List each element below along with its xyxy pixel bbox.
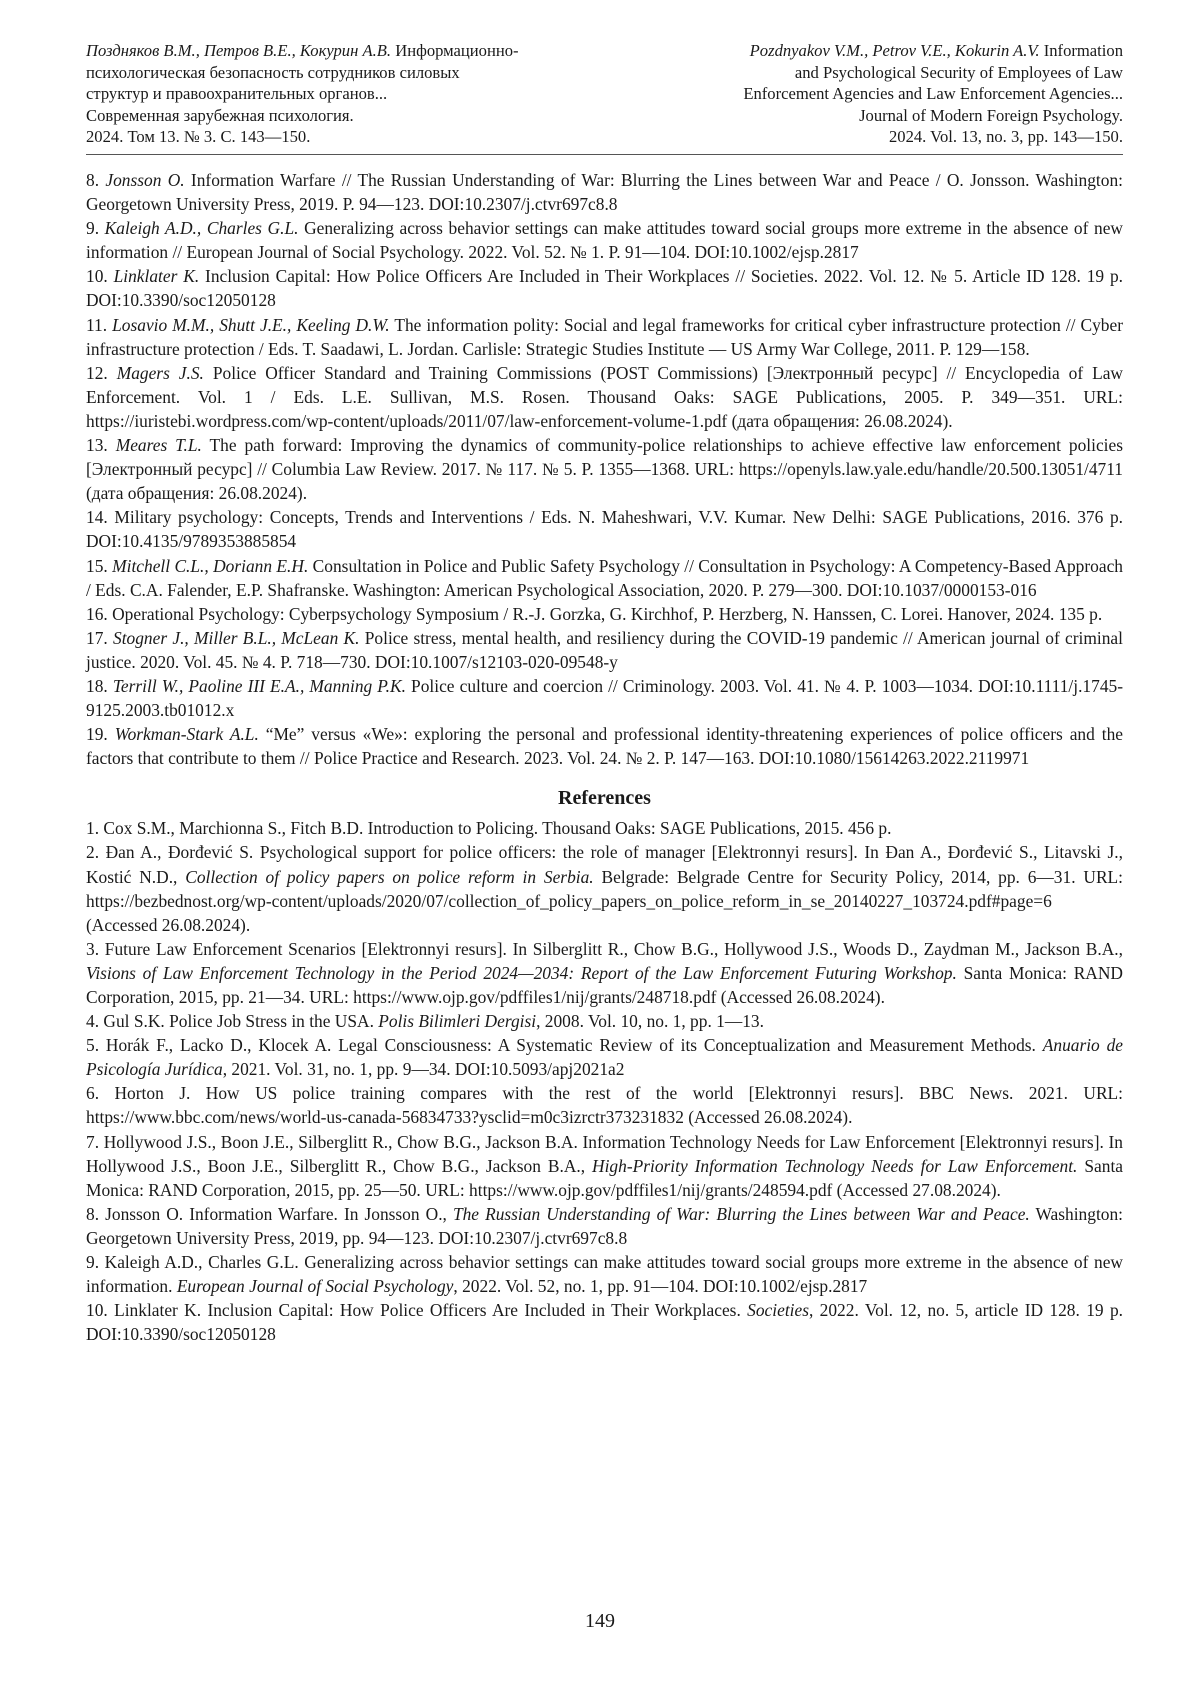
reference-text: Inclusion Capital: How Police Officers Are Included in Their Workplaces // Societies. 2022. Vol. 12. № 5. Article ID 128. 19 p. DOI:10.3390/soc12050128 [86,266,1123,311]
reference-text-end: , 2022. Vol. 12, no. 5, article ID 128. 19 p. DOI:10.3390/soc12050128 [86,1300,1123,1345]
reference-item [86,1009,1123,1033]
reference-text-end: Santa Monica: RAND Corporation, 2015, pp. 21—34. URL: https://www.ojp.gov/pdffiles1/nij/grants/248718.pdf (Accessed 26.08.2024). [86,962,1123,1007]
reference-text: Horton J. How US police training compares with the rest of the world [Elektronnyi resurs]. BBC News. 2021. URL: https://www.bbc.com/news/world-us-canada-56834733?ysclid=m0c3izrctr373231832 (Accessed 26.08.2024). [86,1083,1123,1128]
reference-item [86,602,1123,626]
reference-text: Military psychology: Concepts, Trends and Interventions / Eds. N. Maheshwari, V.V. Kumar. New Delhi: SAGE Publications, 2016. 376 p. DOI:10.4135/9789353885854 [86,507,1123,552]
reference-item [86,433,1123,505]
reference-number: 17. [86,627,108,648]
reference-number: 18. [86,675,108,696]
header-right-line: and Psychological Security of Employees of Law [794,62,1123,82]
reference-text: Police stress, mental health, and resiliency during the COVID-19 pandemic // American journal of criminal justice. 2020. Vol. 45. № 4. P. 718—730. DOI:10.1007/s12103-020-09548-y [86,627,1123,672]
header-right-authors: Pozdnyakov V.M., Petrov V.E., Kokurin A.V. [749,41,1040,60]
reference-authors: Losavio M.M., Shutt J.E., Keeling D.W. [112,314,390,335]
reference-authors: Linklater K. [113,266,200,287]
reference-list-english [86,816,1123,1346]
reference-item [86,361,1123,433]
reference-item [86,937,1123,1009]
reference-authors: Workman-Stark A.L. [114,724,259,745]
header-left-line: психологическая безопасность сотрудников силовых [86,62,460,82]
header-right-line: Enforcement Agencies and Law Enforcement Agencies... [743,84,1123,104]
reference-number: 5. [86,1035,100,1056]
references-heading: References [558,787,651,810]
reference-item [86,313,1123,361]
reference-text: The information polity: Social and legal frameworks for critical cyber infrastructure protection // Cyber infrastructure protection / Eds. T. Saadawi, L. Jordan. Carlisle: Strategic Studies Institute — US Army War College, 2011. P. 129—158. [86,314,1123,359]
reference-number: 6. [86,1083,100,1104]
reference-text: Police culture and coercion // Criminology. 2003. Vol. 41. № 4. P. 1003—1034. DOI:10.1111/j.1745-9125.2003.tb01012.x [86,675,1124,721]
references-body [86,168,1123,1346]
reference-number: 13. [86,435,108,456]
reference-text: Linklater K. Inclusion Capital: How Police Officers Are Included in Their Workplaces. [107,1300,748,1321]
reference-text: Police Officer Standard and Training Commissions (POST Commissions) [Электронный ресурс] // Encyclopedia of Law Enforcement. Vol. 1 / Eds. L.E. Sullivan, M.S. Rosen. Thousand Oaks: SAGE Publications, 2005. P. 349—351. URL: https://iuristebi.wordpress.com/wp-content/uploads/2011/07/law-enforcement-volume-1.pdf (дата обращения: 26.08.2024). [86,362,1123,431]
reference-text-end: , 2022. Vol. 52, no. 1, pp. 91—104. DOI:10.1002/ejsp.2817 [453,1276,868,1297]
reference-source: European Journal of Social Psychology [176,1276,454,1297]
reference-number: 19. [86,724,108,745]
reference-item [86,1298,1123,1346]
reference-item [86,168,1123,216]
reference-text-end: Belgrade: Belgrade Centre for Security Policy, 2014, pp. 6—31. URL: https://bezbednost.org/wp-content/uploads/2020/07/collection_of_policy_papers_on_police_reform_in_se_20140227_103724.pdf#page=6 (Accessed 26.08.2024). [86,866,1123,935]
header-right-line: 2024. Vol. 13, no. 3, pp. 143—150. [888,127,1123,147]
reference-text: Consultation in Police and Public Safety Psychology // Consultation in Psychology: A Competency-Based Approach / Eds. C.A. Falender, E.P. Shafranske. Washington: American Psychological Association, 2020. P. 279—300. DOI:10.1037/0000153-016 [86,555,1123,600]
reference-number: 4. [86,1011,100,1032]
header-left-line: 2024. Том 13. № 3. С. 143—150. [86,127,311,147]
reference-number: 9. [86,1252,100,1273]
reference-number: 11. [86,314,108,335]
reference-item [86,722,1123,770]
header-left-authors: Поздняков В.М., Петров В.Е., Кокурин А.В. [86,41,392,60]
reference-item [86,1250,1123,1298]
reference-authors: Mitchell C.L., Doriann E.H. [112,555,309,576]
running-header [86,40,1123,148]
reference-item [86,264,1123,312]
reference-item [86,1081,1123,1129]
reference-item [86,216,1123,264]
reference-source: Societies [747,1300,809,1321]
reference-authors: Magers J.S. [116,362,204,383]
reference-text: Future Law Enforcement Scenarios [Elektronnyi resurs]. In Silberglitt R., Chow B.G., Hollywood J.S., Woods D., Zaydman M., Jackson B.A., [99,938,1123,959]
reference-text: Horák F., Lacko D., Klocek A. Legal Consciousness: A Systematic Review of its Conceptualization and Measurement Methods. [99,1035,1043,1056]
reference-item [86,626,1123,674]
header-left-line: Современная зарубежная психология. [86,105,354,125]
reference-number: 12. [86,362,108,383]
reference-text: Đan A., Đorđević S. Psychological support for police officers: the role of manager [Elektronnyi resurs]. In Đan A., Đorđević S., Litavski J., Kostić N.D., [86,842,1123,887]
reference-number: 16. [86,603,108,624]
reference-number: 8. [86,1203,100,1224]
reference-number: 7. [86,1131,100,1152]
reference-authors: Terrill W., Paoline III E.A., Manning P.K. [112,675,406,696]
reference-number: 9. [86,218,100,239]
reference-number: 10. [86,266,108,287]
reference-source: Anuario de Psicología Jurídica [86,1035,1124,1080]
reference-number: 15. [86,555,108,576]
reference-authors: Stogner J., Miller B.L., McLean K. [113,627,360,648]
reference-authors: Jonsson O. [105,170,185,190]
reference-number: 10. [86,1300,108,1321]
reference-item [86,1033,1123,1081]
page-number: 149 [585,1610,615,1632]
reference-item [86,840,1123,936]
reference-list-russian [86,168,1123,770]
header-left-citation [86,40,519,148]
reference-item [86,1202,1123,1250]
reference-item [86,554,1123,602]
reference-source: Polis Bilimleri Dergisi [378,1011,537,1032]
reference-text: Information Warfare // The Russian Understanding of War: Blurring the Lines between War and Peace / O. Jonsson. Washington: Georgetown University Press, 2019. P. 94—123. DOI:10.2307/j.ctvr697c8.8 [86,170,1123,215]
reference-number: 3. [86,938,100,959]
reference-text: Kaleigh A.D., Charles G.L. Generalizing across behavior settings can make attitudes toward social groups more extreme in the absence of new information. [86,1252,1123,1297]
reference-text-end: Washington: Georgetown University Press, 2019, pp. 94—123. DOI:10.2307/j.ctvr697c8.8 [86,1203,1123,1248]
reference-text: Gul S.K. Police Job Stress in the USA. [99,1011,379,1032]
reference-item [86,1130,1123,1202]
header-divider [86,154,1123,155]
reference-number: 2. [86,842,100,863]
reference-text: Jonsson O. Information Warfare. In Jonsson O., [99,1203,453,1224]
reference-authors: Meares T.L. [115,435,202,456]
reference-text-end: , 2021. Vol. 31, no. 1, pp. 9—34. DOI:10.5093/apj2021a2 [222,1059,625,1080]
reference-authors: Kaleigh A.D., Charles G.L. [104,218,299,239]
header-left-title-start: Информационно- [391,41,519,60]
header-right-line: Journal of Modern Foreign Psychology. [859,105,1123,125]
reference-text: Cox S.M., Marchionna S., Fitch B.D. Introduction to Policing. Thousand Oaks: SAGE Publications, 2015. 456 p. [99,818,892,839]
reference-source: Visions of Law Enforcement Technology in the Period 2024—2034: Report of the Law Enforcement Futuring Workshop. [86,962,957,983]
reference-number: 14. [86,507,108,528]
reference-text: Generalizing across behavior settings can make attitudes toward social groups more extreme in the absence of new information // European Journal of Social Psychology. 2022. Vol. 52. № 1. P. 91—104. DOI:10.1002/ejsp.2817 [86,218,1123,263]
reference-text-end: , 2008. Vol. 10, no. 1, pp. 1—13. [536,1011,764,1032]
reference-text-end: Santa Monica: RAND Corporation, 2015, pp. 25—50. URL: https://www.ojp.gov/pdffiles1/nij/grants/248594.pdf (Accessed 27.08.2024). [86,1155,1123,1200]
reference-source: High-Priority Information Technology Needs for Law Enforcement. [592,1155,1078,1176]
reference-source: The Russian Understanding of War: Blurring the Lines between War and Peace. [452,1203,1030,1224]
reference-source: Collection of policy papers on police reform in Serbia. [185,866,594,887]
header-right-citation [743,40,1123,148]
reference-number: 8. [86,170,100,190]
reference-text: Operational Psychology: Cyberpsychology Symposium / R.-J. Gorzka, G. Kirchhof, P. Herzberg, N. Hanssen, C. Lorei. Hanover, 2024. 135 p. [112,603,1103,624]
reference-item [86,816,1123,840]
reference-text: The path forward: Improving the dynamics of community-police relationships to achieve effective law enforcement policies [Электронный ресурс] // Columbia Law Review. 2017. № 117. № 5. P. 1355—1368. URL: https://openyls.law.yale.edu/handle/20.500.13051/4711 (дата обращения: 26.08.2024). [86,435,1123,504]
reference-item [86,505,1123,553]
reference-item [86,674,1123,722]
header-left-line: структур и правоохранительных органов... [86,84,388,104]
reference-text: “Me” versus «We»: exploring the personal and professional identity-threatening experiences of police officers and the factors that contribute to them // Police Practice and Research. 2023. Vol. 24. № 2. P. 147—163. DOI:10.1080/15614263.2022.2119971 [86,724,1123,769]
reference-text: Hollywood J.S., Boon J.E., Silberglitt R., Chow B.G., Jackson B.A. Information Technology Needs for Law Enforcement [Elektronnyi resurs]. In Hollywood J.S., Boon J.E., Silberglitt R., Chow B.G., Jackson B.A., [86,1131,1123,1176]
reference-number: 1. [86,818,100,839]
header-right-title-start: Information [1039,41,1123,60]
